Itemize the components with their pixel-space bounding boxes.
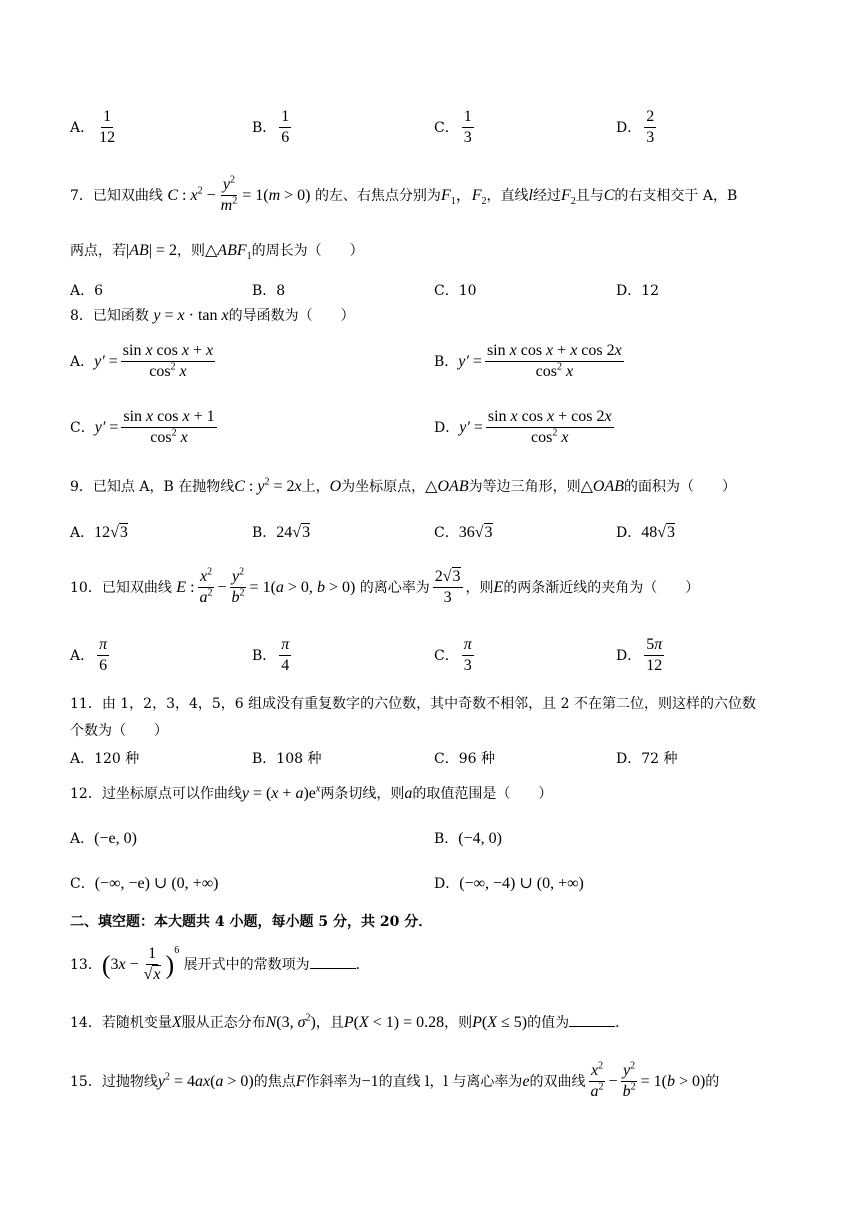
q7-option-a: A．6 [70,283,104,299]
q7-stem-line2: 两点，若|AB| = 2，则$\triangle ABF_1$的周长为（ ） [70,242,364,263]
q11-option-a: A．120 种 [70,751,140,767]
q12-option-a: A．(−e, 0) [70,830,137,847]
q9-stem: 9．已知点 A，B 在抛物线C : $y^2 = 2x$上，O为坐标原点，△OAB为等边三角形，则△OAB的面积为（ ） [70,476,737,495]
q6-option-a: A． $\frac{1}{12}$ [70,108,116,147]
q9-option-a: A．12√3 [70,524,128,541]
q6-option-c: C． $\frac{1}{3}$ [434,108,472,147]
q8-option-a: A．y′ = $\frac{\text{sin x cos x + x}}{\cos^2 x}$ [70,342,214,381]
q7-option-b: B．8 [252,283,286,299]
q7-option-d: D．12 [616,283,660,299]
q13-stem: 13．(3x − $\frac{1}{√x}$ )$^6$ 展开式中的常数项为 ． [70,944,370,984]
q10-option-d: D． $\frac{5\pi}{12}$ [616,636,663,675]
q7-stem: 7．已知双曲线 C : $x^2$ − $\frac{y^2}{m^2}$ = 1(m > 0) 的左、右焦点分别为$F_1$，$F_2$，直线l经过$F_2$且与C的右支相交于 A，B [70,174,738,215]
q10-stem: 10．已知双曲线 E : $\frac{x^2}{a^2}$ − $\frac{y^2}{b^2}$ = 1(a > 0, b > 0) 的离心率为 $\frac{2√3}{3}$ ，则E的两条渐近线的夹角为（ ） [70,566,700,607]
q9-option-b: B．24√3 [252,524,311,541]
q11-option-b: B．108 种 [252,751,322,767]
q6-option-d: D． $\frac{2}{3}$ [616,108,655,147]
q10-option-b: B． $\frac{\pi}{4}$ [252,636,290,675]
q12-option-b: B．(−4, 0) [434,830,502,847]
q14-stem: 14．若随机变量X服从正态分布N(3, $\sigma^2$)，且P(X < 1) = 0.28，则P(X ≤ 5)的值为 ． [70,1012,630,1031]
q6-option-b: B． $\frac{1}{6}$ [252,108,290,147]
q10-option-a: A． $\frac{\pi}{6}$ [70,636,108,675]
q11-option-c: C．96 种 [434,751,495,767]
q8-stem: 8．已知函数 y = x · tan x的导函数为（ ） [70,307,355,324]
q8-option-c: C．y′ = $\frac{\text{sin x cos x + 1}}{\cos^2 x}$ [70,408,215,447]
q7-option-c: C．10 [434,283,477,299]
q8-option-d: D．y′ = $\frac{\text{sin x cos x + cos 2x}}{\cos^2 x}$ [434,408,612,447]
q12-stem: 12．过坐标原点可以作曲线$y = (x + a)e^x$两条切线，则a的取值范围是（ ） [70,783,553,802]
q11-stem-line2: 个数为（ ） [70,723,168,739]
q8-option-b: B．y′ = $\frac{\text{sin x cos x + x cos 2x}}{\cos^2 x}$ [434,342,622,381]
q12-option-d: D．(−∞, −4) ∪ (0, +∞) [434,875,584,892]
q11-option-d: D．72 种 [616,751,678,767]
q9-option-c: C．36√3 [434,524,493,541]
q12-option-c: C．(−∞, −e) ∪ (0, +∞) [70,875,219,892]
q15-stem: 15．过抛物线$y^2 = 4ax(a > 0)$的焦点F作斜率为−1的直线 l，l 与离心率为e的双曲线 $\frac{x^2}{a^2}$ − $\frac{y^2}{b^2}$ = 1(b > 0)的 [70,1060,720,1101]
section-2-heading: 二、填空题：本大题共 4 小题，每小题 5 分，共 20 分． [70,914,433,930]
q9-option-d: D．48√3 [616,524,676,541]
q10-option-c: C． $\frac{\pi}{3}$ [434,636,472,675]
q11-stem: 11．由 1，2，3，4，5，6 组成没有重复数字的六位数，其中奇数不相邻，且 2 不在第二位，则这样的六位数 [70,696,756,712]
